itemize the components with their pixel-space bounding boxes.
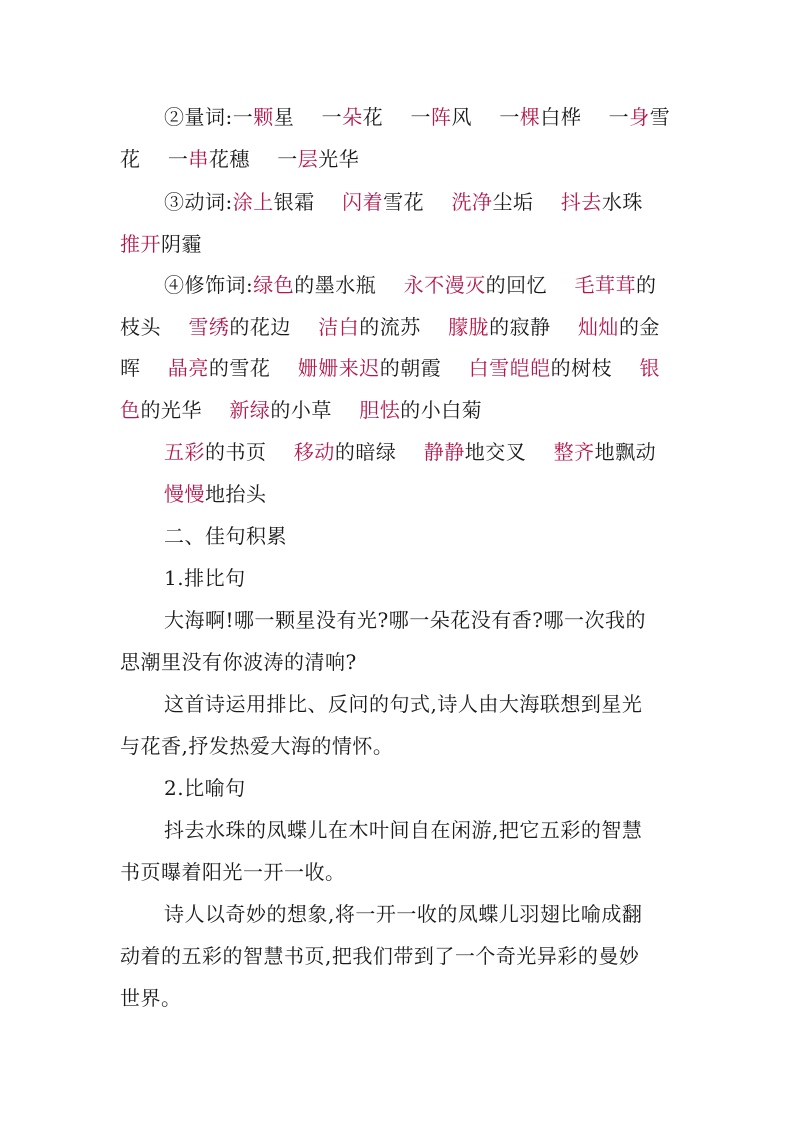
text-line <box>164 480 267 508</box>
highlighted-term: 静静 <box>423 440 465 464</box>
highlighted-term: 朵 <box>342 105 363 129</box>
text-line <box>120 942 639 970</box>
highlighted-term: 绿色 <box>253 273 295 297</box>
text-segment: 风 一 <box>451 105 520 129</box>
highlighted-term: 新绿 <box>229 398 271 422</box>
text-segment: 的朝霞 <box>379 356 469 380</box>
text-segment: 的 <box>635 273 657 297</box>
highlighted-term: 串 <box>188 147 209 171</box>
section-heading <box>164 522 287 550</box>
text-segment: 雪花 <box>383 190 452 214</box>
text-segment: 阴霾 <box>161 232 202 256</box>
text-segment: 的小草 <box>270 398 360 422</box>
text-segment: ②量词:一 <box>164 105 254 129</box>
highlighted-term: 永不漫灭 <box>403 273 486 297</box>
highlighted-term: 五彩 <box>164 440 205 464</box>
text-line <box>120 354 660 382</box>
text-segment: 地抬头 <box>205 482 267 506</box>
text-segment: 1.排比句 <box>164 566 246 590</box>
text-line <box>120 858 346 886</box>
text-segment: 地交叉 <box>464 440 554 464</box>
text-segment: 的雪花 <box>208 356 298 380</box>
text-segment: ④修饰词: <box>164 273 254 297</box>
highlighted-term: 灿灿 <box>577 315 619 339</box>
text-segment: 雪 <box>649 105 671 129</box>
highlighted-term: 洗净 <box>451 190 493 214</box>
text-segment: 白桦 一 <box>540 105 630 129</box>
text-segment: 与花香,抒发热爱大海的情怀。 <box>120 734 394 758</box>
highlighted-term: 朦胧 <box>448 315 490 339</box>
highlighted-term: 姗姗来迟 <box>297 356 380 380</box>
text-segment: 书页曝着阳光一开一收。 <box>120 860 346 884</box>
highlighted-term: 阵 <box>430 105 452 129</box>
highlighted-term: 色 <box>120 398 141 422</box>
text-segment: 的墨水瓶 <box>294 273 404 297</box>
text-segment: 大海啊!哪一颗星没有光?哪一朵花没有香?哪一次我的 <box>164 608 646 632</box>
text-segment: 抖去水珠的凤蝶儿在木叶间自在闲游,把它五彩的智慧 <box>164 818 643 842</box>
text-segment: 2.比喻句 <box>164 776 246 800</box>
highlighted-term: 整齐 <box>553 440 595 464</box>
text-segment: 星 一 <box>273 105 343 129</box>
text-line <box>164 690 642 718</box>
text-segment: 晖 <box>120 356 168 380</box>
highlighted-term: 棵 <box>519 105 541 129</box>
text-segment: 枝头 <box>120 315 189 339</box>
text-line <box>164 188 643 216</box>
highlighted-term: 移动 <box>293 440 335 464</box>
text-segment: 的暗绿 <box>334 440 424 464</box>
subsection-heading <box>164 774 246 802</box>
highlighted-term: 雪绣 <box>188 315 230 339</box>
text-segment: 诗人以奇妙的想象,将一开一收的凤蝶儿羽翅比喻成翻 <box>164 902 643 926</box>
text-segment: 花 一 <box>120 147 189 171</box>
text-line <box>120 145 359 173</box>
text-line <box>164 606 646 634</box>
highlighted-term: 毛茸茸 <box>574 273 636 297</box>
text-segment: 银霜 <box>273 190 343 214</box>
highlighted-term: 慢慢 <box>164 482 205 506</box>
text-segment: ③动词: <box>164 190 233 214</box>
text-segment: 二、佳句积累 <box>164 524 287 548</box>
text-segment: 的树枝 <box>550 356 640 380</box>
text-segment: 的光华 <box>140 398 230 422</box>
text-line <box>164 438 656 466</box>
highlighted-term: 胆怯 <box>359 398 401 422</box>
text-segment: 地飘动 <box>594 440 657 464</box>
text-line <box>120 230 202 258</box>
highlighted-term: 银 <box>639 356 660 380</box>
text-line <box>164 816 642 844</box>
highlighted-term: 洁白 <box>318 315 360 339</box>
text-segment: 水珠 <box>601 190 643 214</box>
text-line <box>120 648 357 676</box>
text-segment: 世界。 <box>120 986 182 1010</box>
highlighted-term: 层 <box>297 147 319 171</box>
text-segment: 花 一 <box>362 105 431 129</box>
highlighted-term: 身 <box>629 105 650 129</box>
text-segment: 的流苏 <box>359 315 449 339</box>
highlighted-term: 闪着 <box>342 190 384 214</box>
text-segment: 的花边 <box>229 315 319 339</box>
text-segment: 的回忆 <box>485 273 575 297</box>
text-line <box>164 103 670 131</box>
text-segment: 花穗 一 <box>208 147 298 171</box>
text-line <box>164 271 656 299</box>
highlighted-term: 涂上 <box>232 190 274 214</box>
text-segment: 这首诗运用排比、反问的句式,诗人由大海联想到星光 <box>164 692 643 716</box>
highlighted-term: 晶亮 <box>167 356 209 380</box>
text-line <box>120 396 482 424</box>
text-line <box>164 900 642 928</box>
text-line <box>120 313 660 341</box>
text-segment: 光华 <box>318 147 360 171</box>
text-segment: 的小白菊 <box>400 398 483 422</box>
text-segment: 尘垢 <box>492 190 561 214</box>
highlighted-term: 抖去 <box>560 190 602 214</box>
text-segment: 的寂静 <box>489 315 578 339</box>
highlighted-term: 白雪皑皑 <box>468 356 551 380</box>
highlighted-term: 推开 <box>120 232 161 256</box>
highlighted-term: 颗 <box>253 105 274 129</box>
text-line <box>120 732 393 760</box>
text-line <box>120 984 182 1012</box>
text-segment: 的金 <box>618 315 660 339</box>
text-segment: 思潮里没有你波涛的清响? <box>120 650 357 674</box>
text-segment: 动着的五彩的智慧书页,把我们带到了一个奇光异彩的曼妙 <box>120 944 640 968</box>
text-segment: 的书页 <box>205 440 294 464</box>
subsection-heading <box>164 564 246 592</box>
